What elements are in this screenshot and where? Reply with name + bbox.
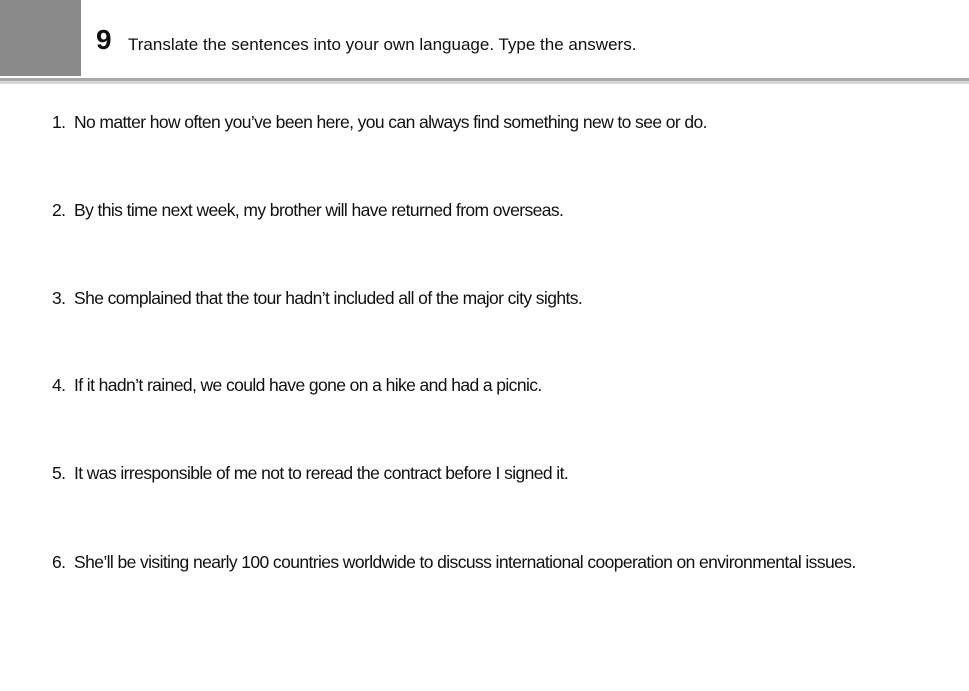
header-grey-block: [0, 0, 81, 76]
sentence-text: No matter how often you’ve been here, you can always find something new to see or do.: [74, 112, 707, 132]
sentence-item: [52, 286, 582, 310]
sentence-text: It was irresponsible of me not to reread the contract before I signed it.: [74, 463, 569, 483]
sentence-text: She’ll be visiting nearly 100 countries worldwide to discuss international cooperation on environmental issues.: [74, 552, 856, 572]
sentence-text: She complained that the tour hadn’t included all of the major city sights.: [74, 288, 583, 308]
sentence-number: 2.: [52, 200, 66, 220]
sentence-text: By this time next week, my brother will have returned from overseas.: [74, 200, 564, 220]
exercise-header: [0, 0, 969, 84]
exercise-instruction: Translate the sentences into your own language. Type the answers.: [128, 35, 637, 54]
sentence-item: [52, 198, 563, 222]
sentence-number: 4.: [52, 375, 66, 395]
sentence-item: [52, 373, 542, 397]
header-divider-shadow: [0, 81, 969, 84]
exercise-number: 9: [96, 24, 112, 55]
sentence-number: 1.: [52, 112, 66, 132]
sentence-number: 6.: [52, 552, 66, 572]
sentence-item: [52, 461, 568, 485]
sentence-text: If it hadn’t rained, we could have gone on a hike and had a picnic.: [74, 375, 542, 395]
sentence-item: [52, 550, 856, 574]
sentence-number: 5.: [52, 463, 66, 483]
sentence-number: 3.: [52, 288, 66, 308]
sentence-item: [52, 110, 707, 134]
